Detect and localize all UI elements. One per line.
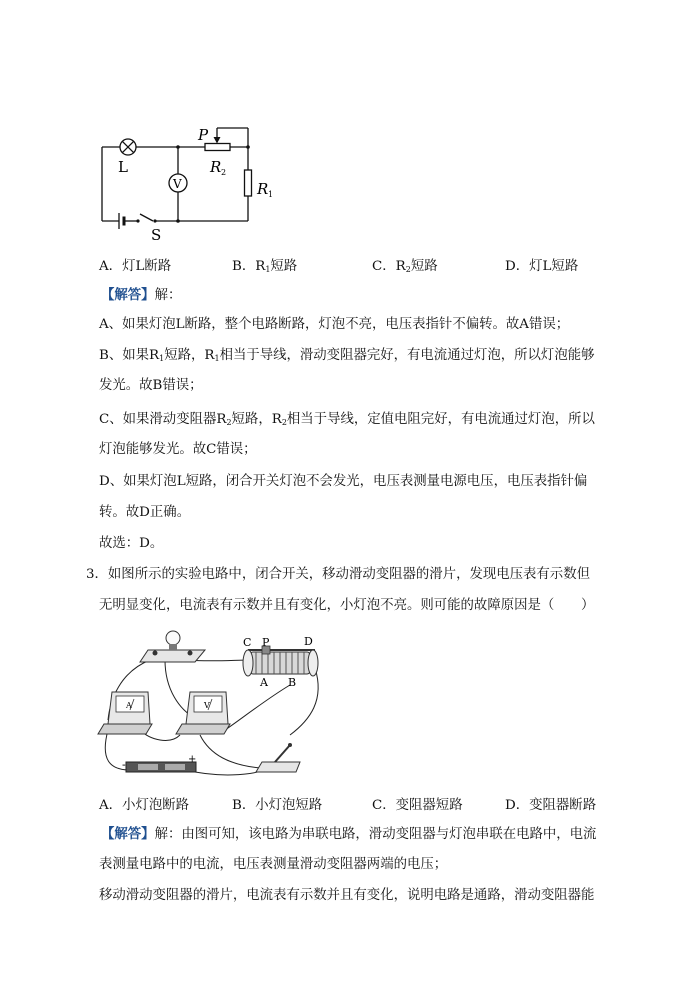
option-text-tail: 短路 xyxy=(270,259,298,274)
q2-option-a xyxy=(99,255,171,274)
q3-option-a xyxy=(99,794,189,813)
voltmeter xyxy=(176,692,230,734)
q2-line-d2: 转。故D正确。 xyxy=(99,505,191,520)
option-subscript: 1 xyxy=(265,265,271,274)
option-text: R xyxy=(395,259,406,274)
q2-line-c2: 灯泡能够发光。故C错误； xyxy=(99,442,257,457)
subscript: 1 xyxy=(159,354,165,363)
option-letter: B． xyxy=(232,798,256,813)
r2-subscript: 2 xyxy=(221,168,227,177)
circuit-diagram xyxy=(90,118,290,248)
slider-arrow xyxy=(214,137,221,144)
text-segment: C、如果滑动变阻器R xyxy=(99,412,227,427)
option-text: R xyxy=(255,259,266,274)
option-text: 变阻器断路 xyxy=(529,798,597,813)
text-segment: 相当于导线，滑动变阻器完好，有电流通过灯泡，所以灯泡能够 xyxy=(219,348,595,363)
q3-option-b xyxy=(232,794,322,813)
option-text: 小灯泡断路 xyxy=(122,798,190,813)
switch-lever xyxy=(140,214,153,221)
answer-tag: 【解答】 xyxy=(101,287,155,303)
q2-option-d xyxy=(505,255,578,274)
ammeter xyxy=(98,692,152,734)
answer-tag: 【解答】 xyxy=(101,826,155,842)
option-text-tail: 短路 xyxy=(410,259,438,274)
option-letter: A． xyxy=(99,259,123,274)
option-subscript: 2 xyxy=(405,265,411,274)
r1-subscript: 1 xyxy=(268,190,274,199)
option-text: 变阻器短路 xyxy=(395,798,463,813)
q3-answer-line3: 移动滑动变阻器的滑片，电流表有示数并且有变化，说明电路是通路，滑动变阻器能 xyxy=(99,888,595,903)
knife-switch xyxy=(256,743,300,772)
rheostat xyxy=(243,646,318,676)
option-letter: C． xyxy=(372,259,396,274)
option-letter: A． xyxy=(99,798,123,813)
answer-head: 解： xyxy=(154,288,182,303)
option-text: 灯L断路 xyxy=(122,259,172,274)
battery-minus-label: - xyxy=(122,758,126,771)
text-segment: 短路，R xyxy=(231,412,282,427)
q2-answer-header xyxy=(101,286,181,305)
q2-option-c xyxy=(372,255,438,274)
option-letter: D． xyxy=(505,798,530,813)
battery-plus-label: + xyxy=(188,754,197,765)
q3-answer-line2: 表测量电路中的电流，电压表测量滑动变阻器两端的电压； xyxy=(99,857,448,872)
option-letter: D． xyxy=(505,259,530,274)
slider-label: P xyxy=(198,126,209,144)
r2-label: R xyxy=(210,158,222,176)
subscript: 2 xyxy=(281,418,287,427)
lamp-label: L xyxy=(118,158,128,176)
option-text: 灯L短路 xyxy=(529,259,579,274)
terminal-b-label: B xyxy=(288,676,297,689)
terminal-a-label: A xyxy=(260,676,268,689)
q2-final-choice: 故选：D。 xyxy=(99,536,164,551)
q3-option-d xyxy=(505,794,596,813)
ammeter-face-label: A xyxy=(126,701,132,710)
terminal-d-label: D xyxy=(304,635,313,648)
q3-option-c xyxy=(372,794,463,813)
q3-stem-line2: 无明显变化，电流表有示数并且有变化，小灯泡不亮。则可能的故障原因是（ ） xyxy=(99,598,595,613)
slider-p-label: P xyxy=(262,636,270,649)
switch-label: S xyxy=(151,226,162,244)
voltmeter-label: V xyxy=(173,177,182,191)
lamp-board xyxy=(140,631,205,662)
r1-label: R xyxy=(257,180,269,198)
option-text: 小灯泡短路 xyxy=(255,798,323,813)
option-letter: B． xyxy=(232,259,256,274)
q2-line-c1 xyxy=(99,411,595,432)
q2-line-b2: 发光。故B错误； xyxy=(99,378,203,393)
q3-answer-line1 xyxy=(101,825,596,844)
subscript: 1 xyxy=(214,354,220,363)
text-segment: B、如果R xyxy=(99,348,160,363)
r2-resistor xyxy=(205,144,230,151)
terminal-c-label: C xyxy=(243,636,252,649)
q2-line-b1 xyxy=(99,347,595,368)
text-segment: 相当于导线，定值电阻完好，有电流通过灯泡，所以 xyxy=(286,412,595,427)
option-letter: C． xyxy=(372,798,396,813)
q2-line-a: A、如果灯泡L断路，整个电路断路，灯泡不亮，电压表指针不偏转。故A错误； xyxy=(99,317,570,332)
voltmeter-face-label: V xyxy=(204,701,210,710)
battery-pack xyxy=(126,762,196,772)
text-segment: 短路，R xyxy=(164,348,215,363)
q3-stem-line1: 3．如图所示的实验电路中，闭合开关，移动滑动变阻器的滑片，发现电压表有示数但 xyxy=(86,567,590,582)
answer-text: 解：由图可知，该电路为串联电路，滑动变阻器与灯泡串联在电路中，电流 xyxy=(154,827,597,842)
q2-line-d1: D、如果灯泡L短路，闭合开关灯泡不会发光，电压表测量电源电压，电压表指针偏 xyxy=(99,474,588,489)
subscript: 2 xyxy=(226,418,232,427)
apparatus-figure xyxy=(95,625,335,785)
q2-option-b xyxy=(232,255,297,274)
r1-resistor xyxy=(245,170,252,196)
